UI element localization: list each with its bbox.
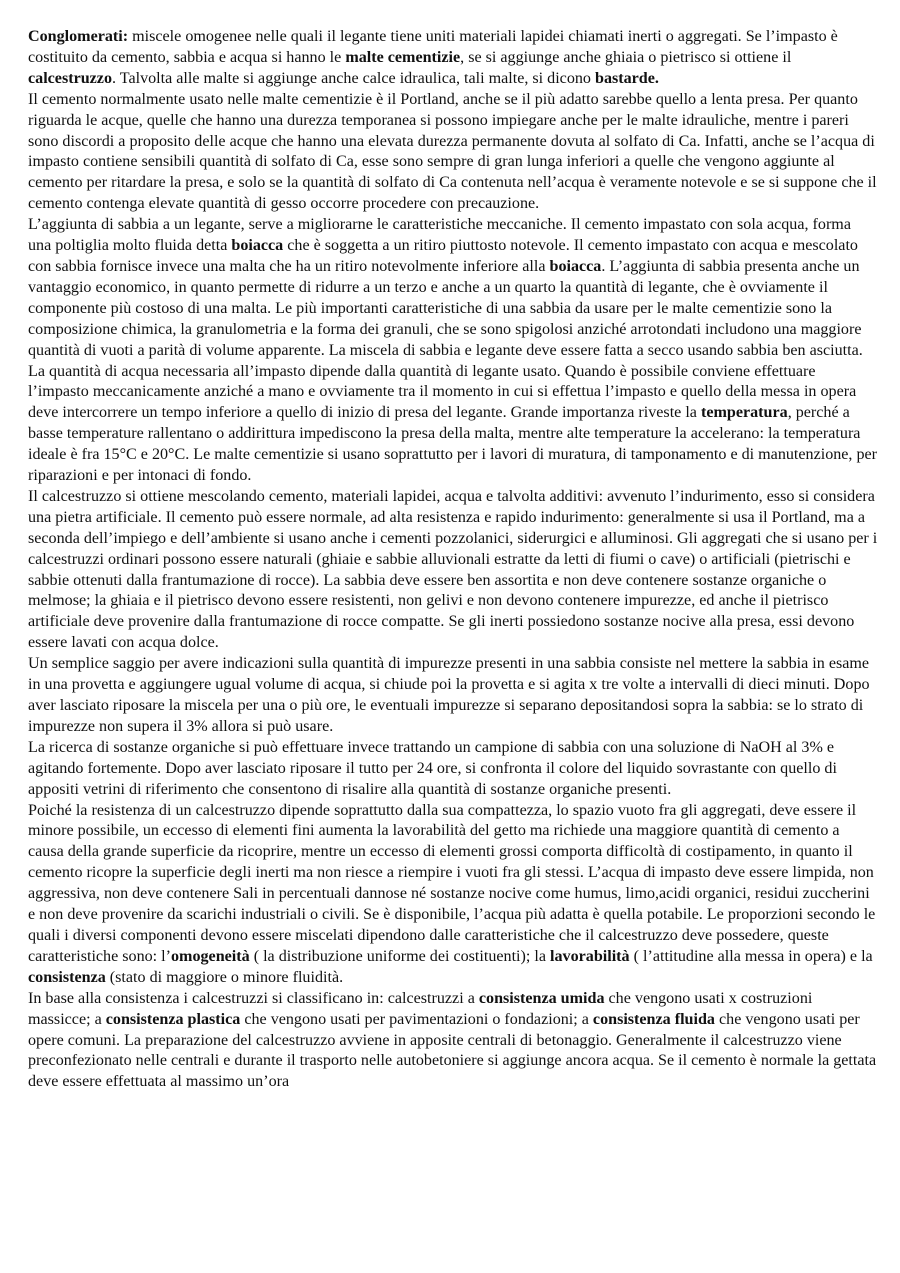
text-run: Un semplice saggio per avere indicazioni sulla quantità di impurezze presenti in una sabbia consiste nel mettere la sabbia in esame in una provetta e aggiungere ugual volume di acqua, si chiude poi la provetta e si agita x tre volte a intervalli di dieci minuti. Dopo aver lasciato riposare la miscela per una o più ore, le eventuali impurezze si separano depositandosi sopra la sabbia: se lo strato di impurezze non supera il 3% allora si può usare. [28, 655, 870, 735]
bold-term: consistenza umida [478, 989, 605, 1007]
bold-term: omogeneità [171, 947, 250, 965]
text-run: che vengono usati per pavimentazioni o fondazioni; a [240, 1010, 593, 1028]
text-run: ( l’attitudine alla messa in opera) e la [629, 947, 873, 965]
text-run: (stato di maggiore o minore fluidità. [105, 968, 344, 986]
text-run: miscele omogenee nelle quali il legante tiene uniti materiali lapidei chiamati inerti o aggregati. Se l’impasto è costituito da cemento, sabbia e acqua si hanno le [28, 28, 838, 66]
bold-term: boiacca [231, 237, 284, 255]
text-run: Il calcestruzzo si ottiene mescolando cemento, materiali lapidei, acqua e talvolta additivi: avvenuto l’indurimento, esso si considera una pietra artificiale. Il cemento può essere normale, ad alta resistenza e rapido indurimento: generalmente si usa il Portland, ma a seconda dell’impiego e dell’ambiente si usano anche i cementi pozzolanici, siderurgici e alluminosi. Gli aggregati che si usano per i calcestruzzi ordinari possono essere naturali (ghiaie e sabbie alluvionali estratte da letti di fiumi o cave) o artificiali (pietrischi e sabbie ottenuti dalla frantumazione di rocce). La sabbia deve essere ben assortita e non deve contenere sostanze organiche o melmose; la ghiaia e il pietrisco devono essere resistenti, non gelivi e non devono contenere impurezze, ed anche il pietrisco artificiale deve provenire dalla frantumazione di rocce compatte. Se gli inerti possiedono sostanze nocive alla presa, essi devono essere lavati con acqua dolce. [28, 487, 878, 652]
paragraph-calcestruzzo [28, 487, 878, 654]
bold-term: consistenza plastica [105, 1010, 241, 1028]
bold-term: Conglomerati: [28, 28, 129, 45]
document-body [28, 27, 878, 1093]
text-run: che vengono usati x costruzioni massicce; a [28, 989, 813, 1028]
text-run: , se si aggiunge anche ghiaia o pietrisco si ottiene il [460, 48, 792, 66]
text-run: ( la distribuzione uniforme dei costituenti); la [249, 947, 551, 965]
text-run: La ricerca di sostanze organiche si può effettuare invece trattando un campione di sabbia con una soluzione di NaOH al 3% e agitando fortemente. Dopo aver lasciato riposare il tutto per 24 ore, si confronta il colore del liquido sovrastante con quello di appositi vetrini di riferimento che consentono di risalire alla quantità di sostanze organiche presenti. [28, 738, 837, 798]
paragraph-aggiunta-sabbia [28, 215, 878, 487]
paragraph-consistenza [28, 989, 878, 1094]
text-run: che vengono usati per opere comuni. La preparazione del calcestruzzo avviene in apposite centrali di betonaggio. Generalmente il calcestruzzo viene preconfezionato nelle centrali e durante il trasporto nelle autobetoniere si aggiunge ancora acqua. Se il cemento è normale la gettata deve essere effettuata al massimo un’ora [28, 1010, 877, 1091]
bold-term: bastarde. [595, 69, 659, 87]
paragraph-resistenza-compattezza [28, 801, 878, 989]
document-page [28, 27, 878, 1093]
bold-term: boiacca [549, 257, 602, 275]
paragraph-conglomerati [28, 27, 878, 90]
text-run: In base alla consistenza i calcestruzzi si classificano in: calcestruzzi a [28, 989, 479, 1007]
bold-term: consistenza [28, 968, 106, 986]
bold-term: lavorabilità [550, 947, 630, 965]
paragraph-sostanze-organiche [28, 738, 878, 801]
text-run: che è soggetta a un ritiro piuttosto notevole. Il cemento impastato con acqua e mescolato con sabbia fornisce invece una malta che ha un ritiro notevolmente inferiore alla [28, 237, 858, 275]
bold-term: calcestruzzo [28, 69, 112, 87]
text-run: , perché a basse temperature rallentano o addirittura impediscono la presa della malta, mentre alte temperature la accelerano: la temperatura ideale è fra 15°C e 20°C. Le malte cementizie si usano soprattutto per i lavori di muratura, di tamponamento e di manutenzione, per riparazioni e per intonaci di fondo. [28, 404, 878, 485]
text-run: L’aggiunta di sabbia a un legante, serve a migliorarne le caratteristiche meccaniche. Il cemento impastato con sola acqua, forma una poltiglia molto fluida detta [28, 216, 851, 255]
paragraph-saggio-impurezze [28, 654, 878, 738]
bold-term: malte cementizie [345, 48, 461, 66]
text-run: Poiché la resistenza di un calcestruzzo dipende soprattutto dalla sua compattezza, lo spazio vuoto fra gli aggregati, deve essere il minore possibile, un eccesso di elementi fini aumenta la lavorabilità del getto ma richiede una maggiore quantità di cemento a causa della grande superficie da ricoprire, mentre un eccesso di elementi grossi comporta difficoltà di costipamento, in quanto il cemento ricopre la superficie degli inerti ma non riesce a riempire i vuoti fra gli stessi. L’acqua di impasto deve essere limpida, non aggressiva, non deve contenere Sali in percentuali dannose né sostanze nocive come humus, limo,acidi organici, residui zuccherini e non deve provenire da scarichi industriali o civili. Se è disponibile, l’acqua più adatta è quella potabile. Le proporzioni secondo le quali i diversi componenti devono essere miscelati dipendono dalle caratteristiche che il calcestruzzo deve possedere, queste caratteristiche sono: l’ [28, 801, 876, 965]
bold-term: consistenza fluida [592, 1010, 715, 1028]
text-run: Il cemento normalmente usato nelle malte cementizie è il Portland, anche se il più adatto sarebbe quello a lenta presa. Per quanto riguarda le acque, quelle che hanno una durezza temporanea si possono impiegare anche per le malte idrauliche, mentre i pareri sono discordi a proposito delle acque che hanno una elevata durezza permanente dovuta al solfato di Ca. Infatti, anche se l’acqua di impasto contiene sensibili quantità di solfato di Ca, esse sono sempre di gran lunga inferiori a quelle che vengono aggiunte al cemento per ritardare la presa, e solo se la quantità di solfato di Ca contenuta nell’acqua è veramente notevole e se si suppone che il cemento contenga elevate quantità di gesso occorre procedere con precauzione. [28, 90, 877, 213]
text-run: . L’aggiunta di sabbia presenta anche un vantaggio economico, in quanto permette di ridurre a un terzo e anche a un quarto la quantità di legante, che è ovviamente il componente più costoso di una malta. Le più importanti caratteristiche di una sabbia da usare per le malte cementizie sono la composizione chimica, la granulometria e la forma dei granuli, che se sono spigolosi anziché arrotondati includono una maggiore quantità di vuoti a parità di volume apparente. La miscela di sabbia e legante deve essere fatta a secco usando sabbia ben asciutta. La quantità di acqua necessaria all’impasto dipende dalla quantità di legante usato. Quando è possibile conviene effettuare l’impasto meccanicamente anziché a mano e ovviamente tra il momento in cui si effettua l’impasto e quello della messa in opera deve intercorrere un tempo inferiore a quello di inizio di presa del legante. Grande importanza riveste la [28, 257, 863, 422]
text-run: . Talvolta alle malte si aggiunge anche calce idraulica, tali malte, si dicono [112, 69, 595, 87]
paragraph-cemento-portland [28, 90, 878, 215]
bold-term: temperatura [700, 404, 788, 422]
